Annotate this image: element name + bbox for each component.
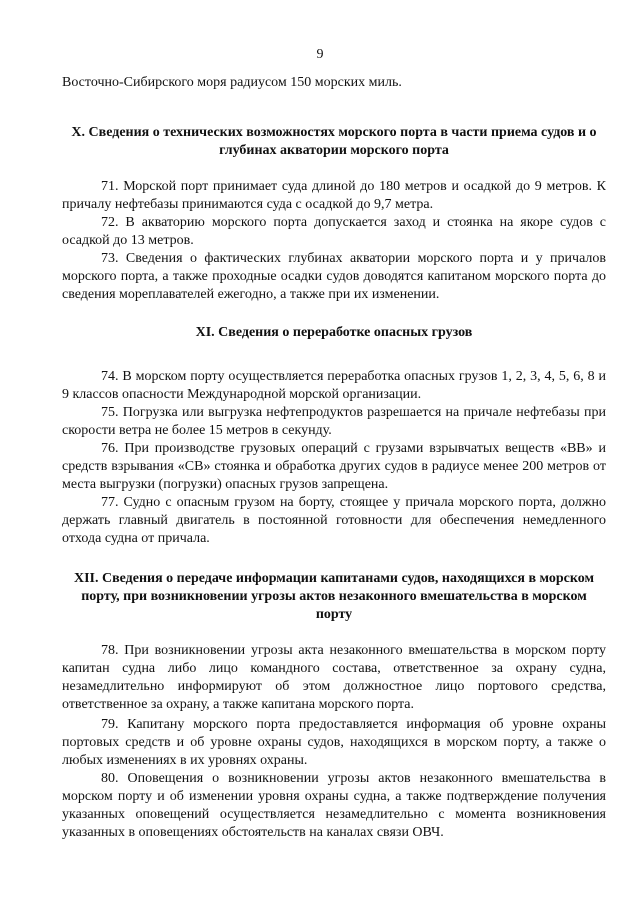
paragraph-78: 78. При возникновении угрозы акта незаконного вмешательства в морском порту капитан судна либо лицо командного состава, ответственное за охрану судна, незамедлительно информируют об этом должностное лицо портового средства, ответственное за охрану, а также капитана морского порта. xyxy=(62,643,606,712)
paragraph-71: 71. Морской порт принимает суда длиной до 180 метров и осадкой до 9 метров. К причалу нефтебазы принимаются суда с осадкой до 9,7 метра. xyxy=(62,179,606,212)
section-xii-heading: XII. Сведения о передаче информации капитанами судов, находящихся в морском порту, при возникновении угрозы актов незаконного вмешательства в морском порту xyxy=(73,571,595,622)
paragraph-74: 74. В морском порту осуществляется переработка опасных грузов 1, 2, 3, 4, 5, 6, 8 и 9 классов опасности Международной морской организации. xyxy=(62,369,606,402)
intro-line: Восточно-Сибирского моря радиусом 150 морских миль. xyxy=(62,75,402,90)
paragraph-73: 73. Сведения о фактических глубинах акватории морского порта и у причалов морского порта, а также проходные осадки судов доводятся капитаном морского порта до сведения мореплавателей ежегодно, а также при их изменении. xyxy=(62,251,606,302)
section-xi-heading: XI. Сведения о переработке опасных грузов xyxy=(195,325,473,340)
paragraph-80: 80. Оповещения о возникновении угрозы актов незаконного вмешательства в морском порту и об изменении уровня охраны судна, а также подтверждение получения указанных оповещений осуществляется незамедлительно с момента возникновения указанных в оповещениях обстоятельств на каналах связи ОВЧ. xyxy=(62,771,606,840)
paragraph-77: 77. Судно с опасным грузом на борту, стоящее у причала морского порта, должно держать главный двигатель в постоянной готовности для обеспечения немедленного отхода судна от причала. xyxy=(62,495,606,546)
page-number: 9 xyxy=(316,47,324,62)
paragraph-76: 76. При производстве грузовых операций с грузами взрывчатых веществ «ВВ» и средств взрывания «СВ» стоянка и обработка других судов в радиусе менее 200 метров от места выгрузки (погрузки) опасных грузов запрещена. xyxy=(62,441,606,492)
paragraph-72: 72. В акваторию морского порта допускается заход и стоянка на якоре судов с осадкой до 13 метров. xyxy=(62,215,606,248)
section-x-heading: X. Сведения о технических возможностях морского порта в части приема судов и о глубинах акватории морского порта xyxy=(71,125,597,158)
paragraph-75: 75. Погрузка или выгрузка нефтепродуктов разрешается на причале нефтебазы при скорости ветра не более 15 метров в секунду. xyxy=(62,405,606,438)
paragraph-79: 79. Капитану морского порта предоставляется информация об уровне охраны портовых средств и об уровне охраны судов, находящихся в морском порту, а также о любых изменениях в их уровнях охраны. xyxy=(62,717,606,768)
